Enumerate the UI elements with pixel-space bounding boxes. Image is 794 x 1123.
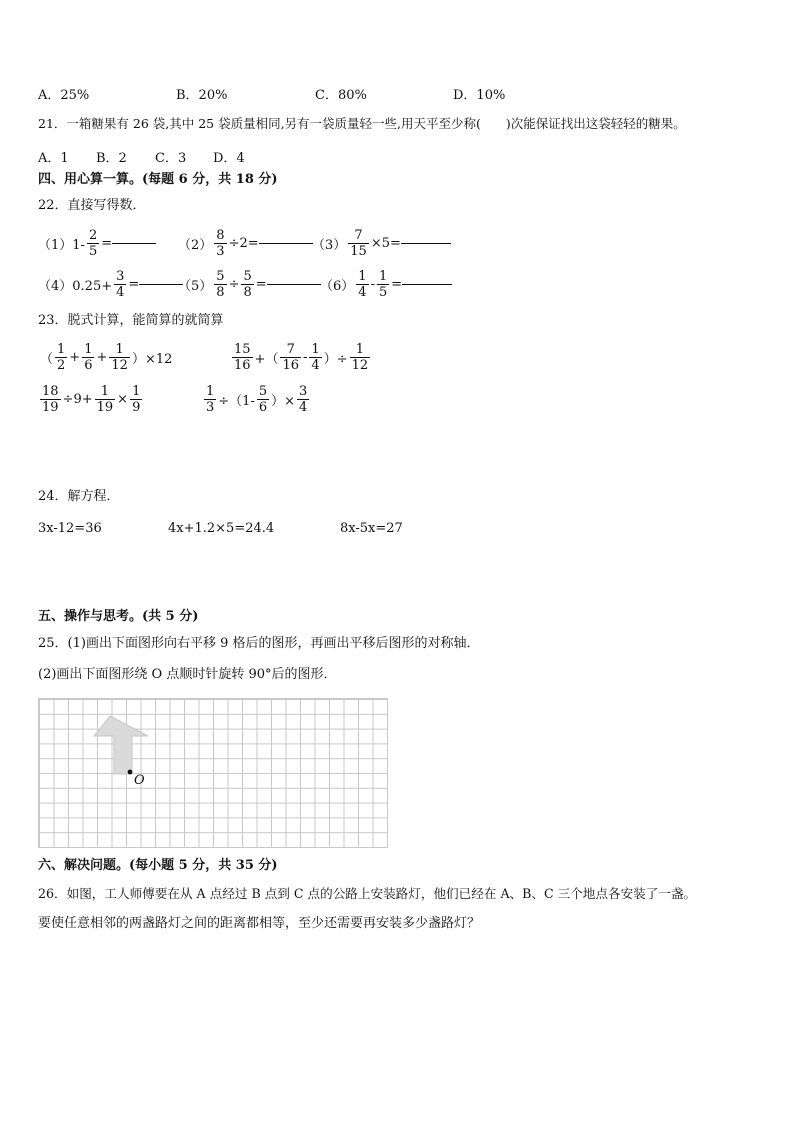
answer-blank[interactable]: [112, 242, 156, 244]
question-25-line-2: (2)画出下面图形绕 O 点顺时针旋转 90°后的图形．: [38, 667, 337, 682]
operator-text: ×: [117, 391, 129, 407]
q23-expression-3: [38, 380, 144, 418]
q22-item-6-prefix: （6）: [320, 278, 355, 294]
fraction: $\frac{2}{5}$: [88, 227, 98, 259]
fraction: $\frac{1}{2}$: [57, 341, 66, 373]
equation-3: 8x-5x=27: [340, 521, 403, 536]
fraction: $\frac{1}{4}$: [311, 341, 320, 373]
fraction: $\frac{1}{9}$: [132, 383, 141, 415]
answer-blank[interactable]: [259, 242, 313, 244]
operator-text: ×5=: [370, 235, 401, 251]
fraction: $\frac{18}{19}$: [42, 383, 59, 415]
answer-blank[interactable]: [402, 283, 452, 285]
operator-text: +: [96, 349, 108, 365]
arrow-figure: [38, 698, 388, 848]
option-b: B．20%: [176, 88, 228, 103]
option-c: C．80%: [315, 88, 367, 103]
q22-item-6: [320, 266, 452, 302]
q22-item-4-prefix: （4）0.25+: [38, 278, 113, 294]
fraction: $\frac{3}{4}$: [299, 383, 308, 415]
question-26-line-2: 要使任意相邻的两盏路灯之间的距离都相等，至少还需要再安装多少盏路灯？: [38, 916, 481, 931]
fraction: $\frac{1}{12}$: [111, 341, 128, 373]
fraction: $\frac{5}{8}$: [243, 268, 252, 300]
q23-expression-1: [40, 338, 172, 376]
equation-2: 4x+1.2×5=24.4: [168, 521, 275, 536]
q22-item-4: [38, 266, 183, 302]
fraction: $\frac{1}{3}$: [206, 383, 215, 415]
q23-expression-2: [230, 338, 372, 376]
operator-text: ）×: [271, 393, 296, 409]
option-b: B．2: [96, 151, 127, 166]
answer-blank[interactable]: [401, 242, 451, 244]
answer-blank[interactable]: [139, 283, 183, 285]
equals-sign: =: [391, 276, 403, 292]
q22-item-3-prefix: （3）: [312, 237, 347, 253]
operator-text: ÷: [228, 276, 240, 292]
operator-text: ÷9+: [62, 391, 93, 407]
equation-1: 3x-12=36: [38, 521, 102, 536]
question-26-line-1: 26．如图，工人师傅要在从 A 点经过 B 点到 C 点的公路上安装路灯，他们已经在 A、B、C 三个地点各安装了一盏。: [38, 886, 697, 901]
operator-text: ÷（1-: [218, 393, 255, 409]
option-d: D．4: [213, 151, 245, 166]
fraction: $\frac{1}{12}$: [351, 341, 369, 373]
question-24-stem: 24．解方程．: [38, 489, 120, 504]
operator-text: +: [69, 349, 81, 365]
point-o-label: O: [134, 773, 145, 788]
q22-item-2: [178, 220, 313, 266]
question-22-stem: 22．直接写得数．: [38, 198, 146, 213]
option-a: A．25%: [38, 88, 90, 103]
q22-item-3: [312, 220, 451, 266]
question-23-stem: 23．脱式计算，能简算的就简算: [38, 313, 224, 328]
equals-sign: =: [101, 235, 113, 251]
fraction: $\frac{5}{8}$: [216, 268, 225, 300]
q22-item-1-prefix: （1）1-: [38, 237, 85, 253]
option-d: D．10%: [453, 88, 506, 103]
fraction: $\frac{15}{16}$: [234, 341, 251, 373]
fraction: $\frac{7}{15}$: [350, 227, 367, 259]
operator-text: -: [370, 276, 375, 292]
point-o: [128, 770, 133, 775]
paren: （: [40, 351, 54, 367]
fraction: $\frac{1}{5}$: [378, 268, 388, 300]
question-25-line-1: 25．(1)画出下面图形向右平移 9 格后的图形，再画出平移后图形的对称轴．: [38, 636, 480, 651]
fraction: $\frac{1}{19}$: [96, 383, 114, 415]
operator-text: ）×12: [131, 351, 173, 367]
q22-item-5: [178, 266, 321, 302]
equals-sign: =: [128, 276, 140, 292]
fraction: $\frac{3}{4}$: [116, 268, 125, 300]
fraction: $\frac{8}{3}$: [216, 227, 225, 259]
operator-text: -: [303, 349, 308, 365]
q22-row-1: [38, 225, 156, 261]
operator-text: ÷2=: [228, 235, 259, 251]
arrow-shape: [94, 716, 148, 774]
section-6-title: 六、解决问题。(每小题 5 分，共 35 分): [38, 858, 278, 873]
option-c: C．3: [155, 151, 187, 166]
fraction: $\frac{1}{4}$: [358, 268, 367, 300]
fraction: $\frac{1}{6}$: [84, 341, 93, 373]
q23-expression-4: [202, 380, 311, 418]
fraction: $\frac{7}{16}$: [282, 341, 299, 373]
answer-blank[interactable]: [267, 283, 321, 285]
equals-sign: =: [255, 276, 267, 292]
section-4-title: 四、用心算一算。(每题 6 分，共 18 分): [38, 172, 278, 187]
operator-text: +（: [254, 351, 279, 367]
option-a: A．1: [38, 151, 69, 166]
q22-item-5-prefix: （5）: [178, 278, 213, 294]
fraction: $\frac{5}{6}$: [258, 383, 268, 415]
operator-text: ）÷: [323, 351, 348, 367]
question-21-stem: 21．一箱糖果有 26 袋,其中 25 袋质量相同,另有一袋质量轻一些,用天平至少称( )次能保证找出这袋轻轻的糖果。: [38, 116, 686, 131]
q22-item-2-prefix: （2）: [178, 237, 213, 253]
section-5-title: 五、操作与思考。(共 5 分): [38, 609, 199, 624]
